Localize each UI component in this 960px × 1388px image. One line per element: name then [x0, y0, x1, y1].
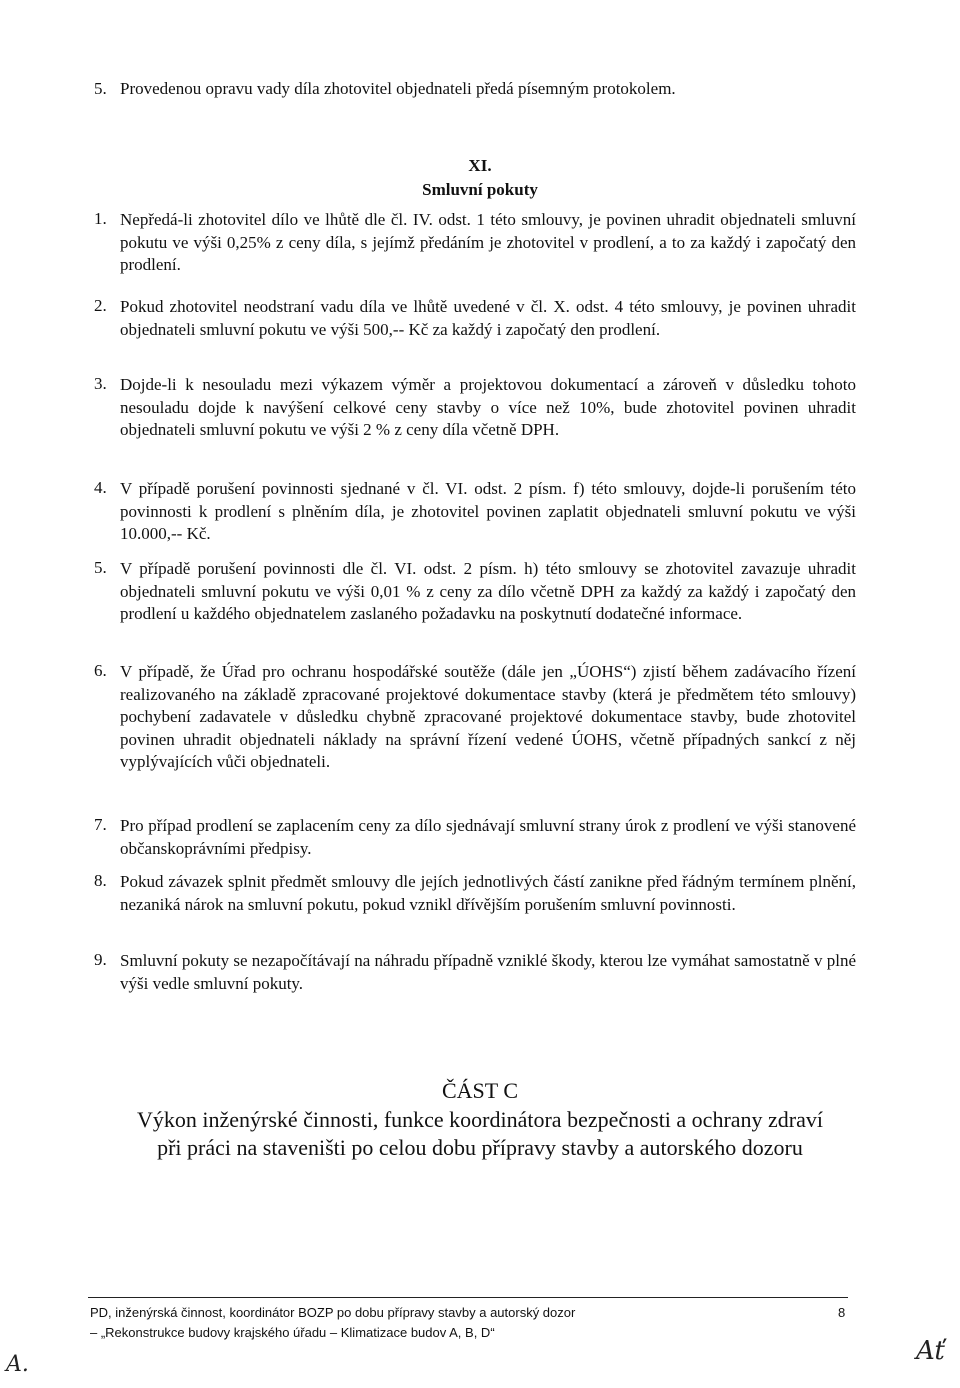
footer-line2: – „Rekonstrukce budovy krajského úřadu – Klimatizace budov A, B, D“ [90, 1325, 495, 1340]
footer-page-number: 8 [838, 1305, 846, 1320]
item-text: Dojde-li k nesouladu mezi výkazem výměr a projektovou dokumentací a zároveň v důsledku tohoto nesouladu dojde k navýšení celkové ceny stavby o více než 10%, bude zhotovitel povinen uhradit objednateli smluvní pokutu ve výši 2 % z ceny díla včetně DPH. [120, 375, 856, 439]
part-title: ČÁST C [441, 1078, 518, 1103]
handwritten-initials-left: A. [6, 1352, 29, 1377]
item-number: 6. [94, 661, 107, 680]
part-subtitle-line1: Výkon inženýrské činnosti, funkce koordinátora bezpečnosti a ochrany zdraví [136, 1107, 824, 1132]
item-text: Pro případ prodlení se zaplacením ceny za dílo sjednávají smluvní strany úrok z prodlení ve výši stanovené občanskoprávními předpisy. [120, 816, 856, 858]
part-subtitle-line2: při práci na staveništi po celou dobu přípravy stavby a autorského dozoru [157, 1135, 803, 1160]
item-text: Nepředá-li zhotovitel dílo ve lhůtě dle čl. IV. odst. 1 této smlouvy, je povinen uhradit objednateli smluvní pokutu ve výši 0,25% z ceny díla, s jejímž předáním je zhotovitel v prodlení, a to za každý i započatý den prodlení. [120, 210, 856, 274]
section-title: Smluvní pokuty [422, 180, 538, 199]
intro-text: Provedenou opravu vady díla zhotovitel objednateli předá písemným protokolem. [120, 79, 676, 98]
item-text: V případě, že Úřad pro ochranu hospodářské soutěže (dále jen „ÚOHS“) zjistí během zadávacího řízení realizovaného na základě zpracované projektové dokumentace stavby (která je předmětem této smlouvy) pochybení zadavatele v důsledku chybně zpracované projektové dokumentace stavby, bude zhotovitel povinen uhradit objednateli náklady na správní řízení vedené ÚOHS, včetně případných sankcí z něj vyplývajících vůči objednateli. [120, 662, 856, 771]
item-text: Pokud zhotovitel neodstraní vadu díla ve lhůtě uvedené v čl. X. odst. 4 této smlouvy, je povinen uhradit objednateli smluvní pokutu ve výši 500,-- Kč za každý i započatý den prodlení. [120, 297, 856, 339]
item-number: 8. [94, 871, 107, 890]
item-number: 7. [94, 815, 107, 834]
item-number: 2. [94, 296, 107, 315]
item-text: Smluvní pokuty se nezapočítávají na náhradu případně vzniklé škody, kterou lze vymáhat samostatně v plné výši vedle smluvní pokuty. [120, 951, 856, 993]
item-text: Pokud závazek splnit předmět smlouvy dle jejích jednotlivých částí zanikne před řádným termínem plnění, nezaniká nárok na smluvní pokutu, pokud vznikl dřívějším porušením smluvní povinnosti. [120, 872, 856, 914]
item-text: V případě porušení povinnosti sjednané v čl. VI. odst. 2 písm. f) této smlouvy, dojde-li porušením této povinnosti k prodlení s plněním díla, je zhotovitel povinen zaplatit objednateli smluvní pokutu ve výši 10.000,-- Kč. [120, 479, 856, 543]
item-number: 5. [94, 558, 107, 577]
item-number: 4. [94, 478, 107, 497]
intro-number: 5. [94, 79, 107, 98]
footer-divider [88, 1297, 848, 1298]
item-text: V případě porušení povinnosti dle čl. VI. odst. 2 písm. h) této smlouvy se zhotovitel zavazuje uhradit objednateli smluvní pokutu ve výši 0,01 % z ceny za dílo včetně DPH za každý za každý i započatý den prodlení u každého objednatelem zaslaného požadavku na poskytnutí dodatečné informace. [120, 559, 856, 623]
item-number: 9. [94, 950, 107, 969]
handwritten-initials-right: Ať [916, 1336, 945, 1366]
item-number: 3. [94, 374, 107, 393]
section-number: XI. [468, 156, 492, 175]
item-number: 1. [94, 209, 107, 228]
footer-line1: PD, inženýrská činnost, koordinátor BOZP po dobu přípravy stavby a autorský dozor [90, 1305, 576, 1320]
